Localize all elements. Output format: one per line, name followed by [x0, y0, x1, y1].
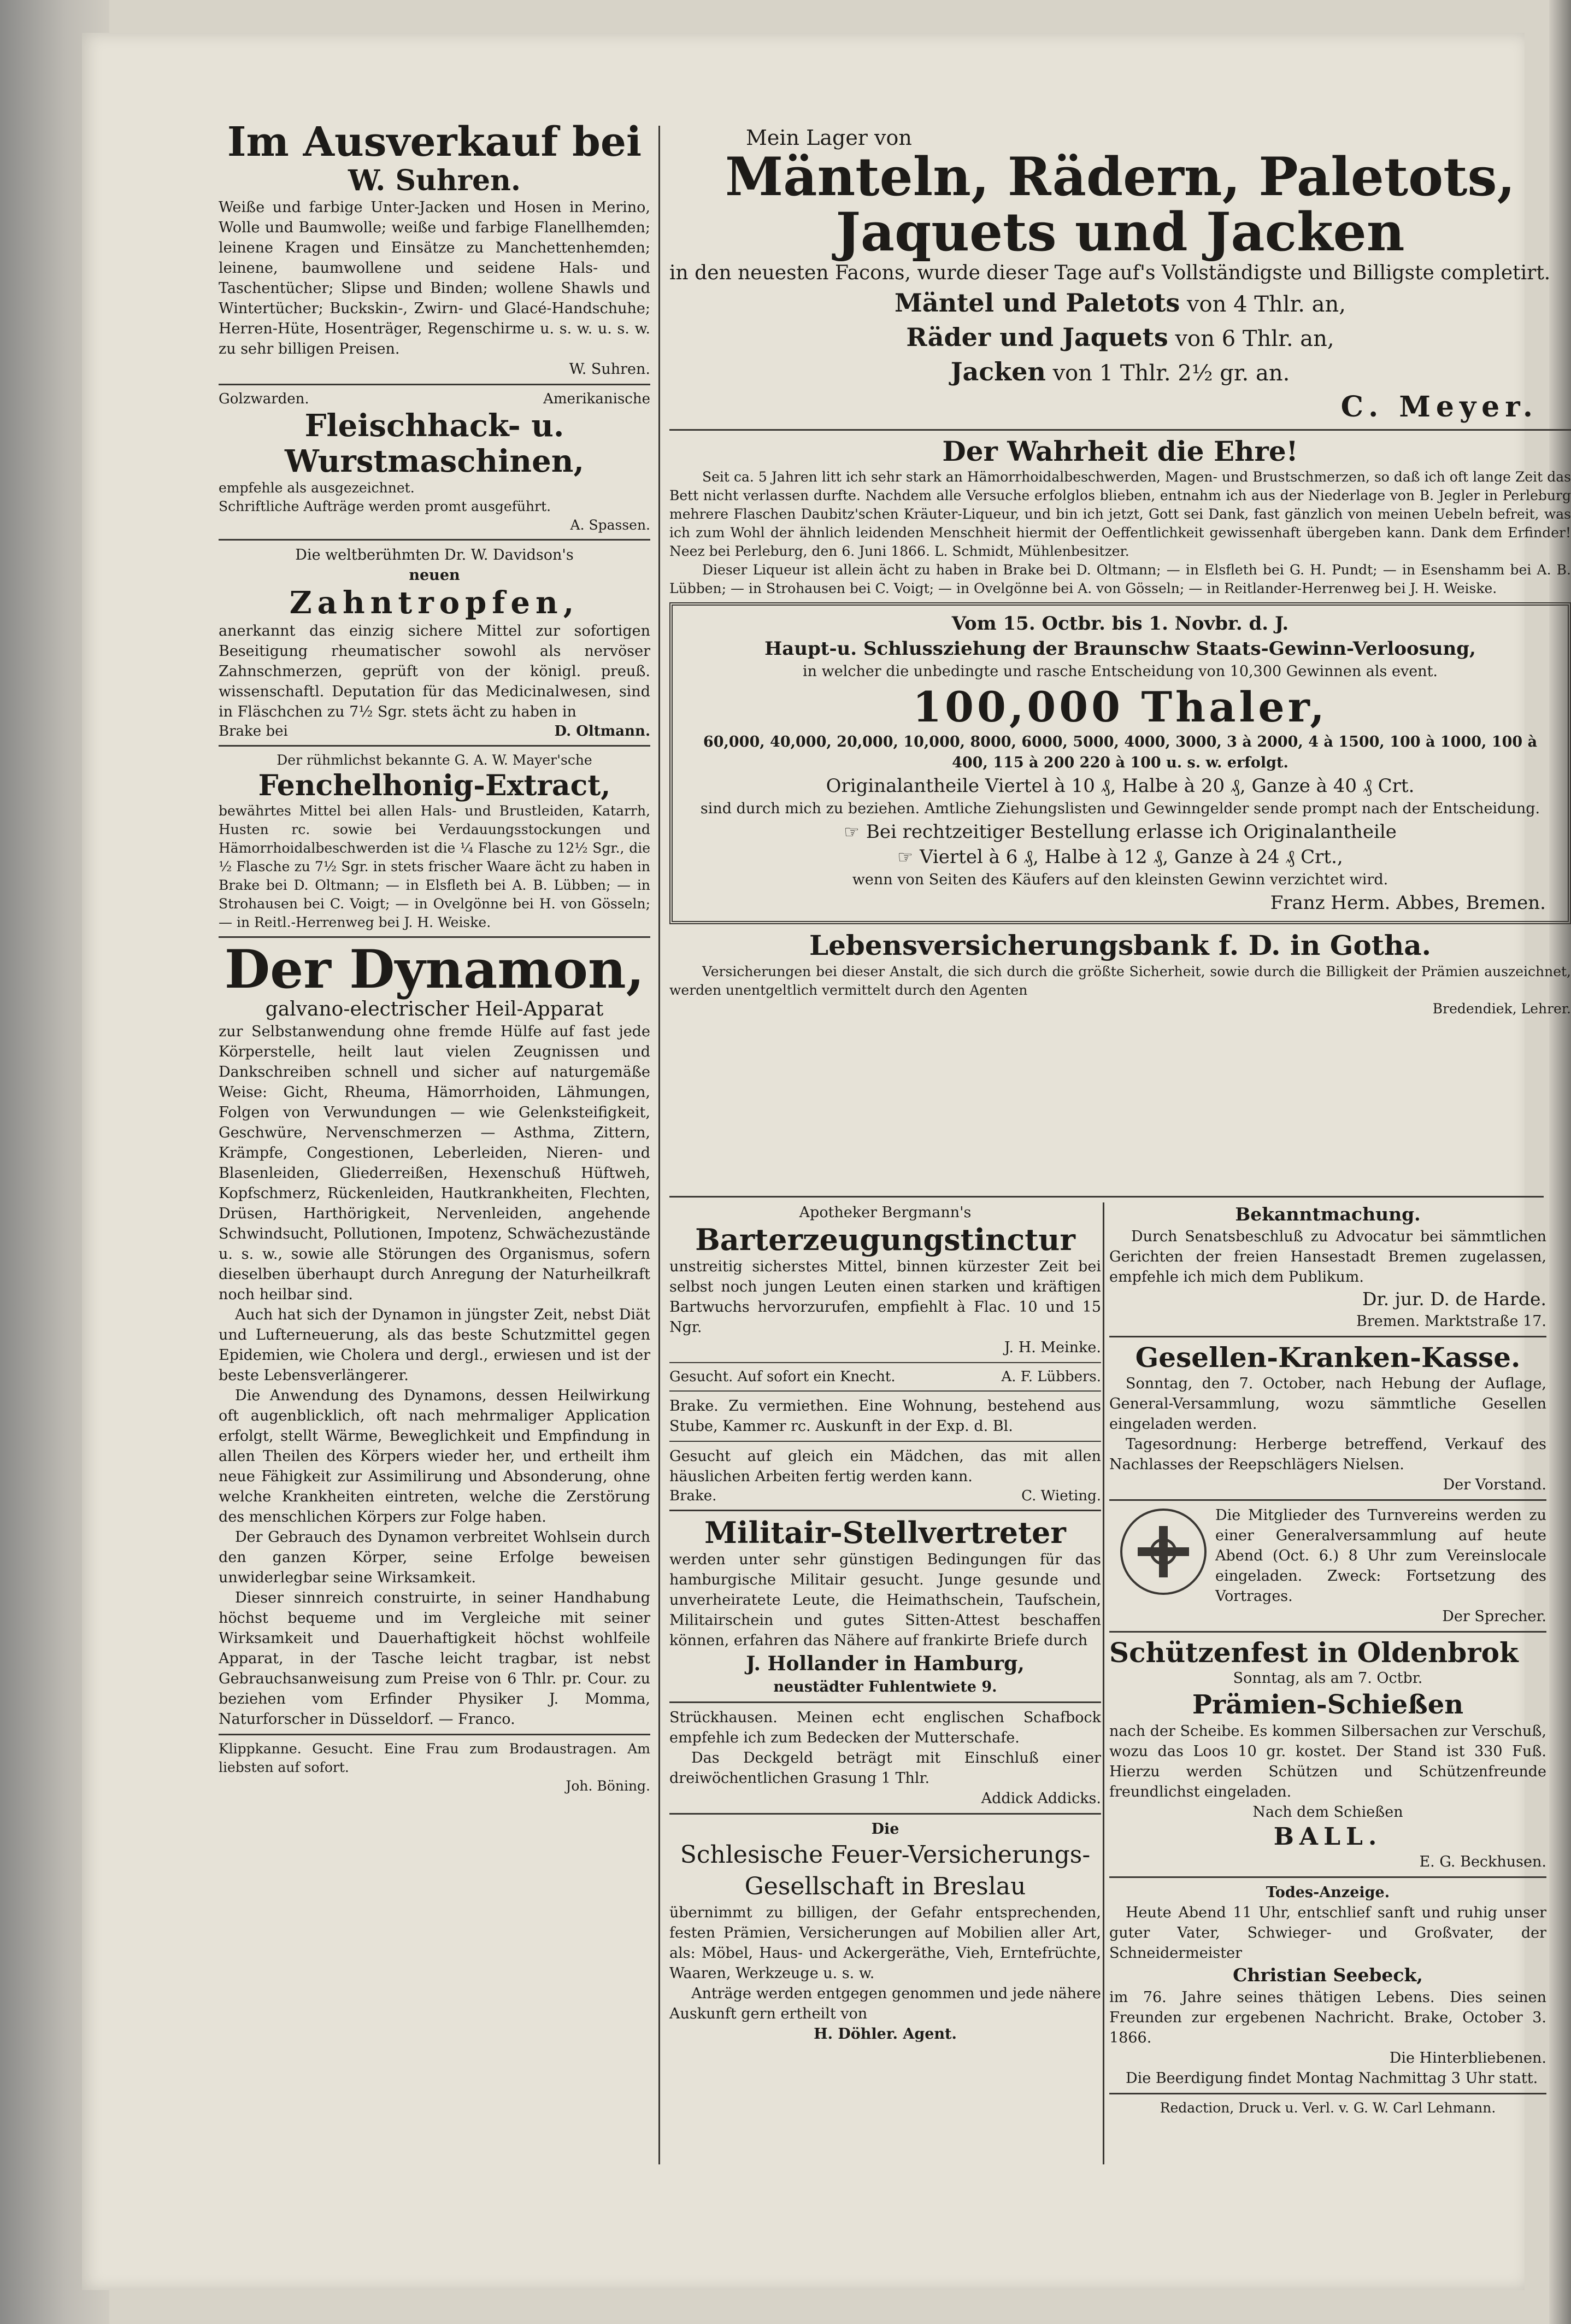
ad-suhren-name: W. Suhren.: [348, 164, 521, 198]
divider: [669, 1510, 1101, 1511]
ad-meyer-price1: von 4 Thlr. an,: [1186, 291, 1346, 317]
ad-bekannt-body: Durch Senatsbeschluß zu Advocatur bei sämmtlichen Gerichten der freien Hansestadt Bremen zugelassen, empfehle ich mich dem Publikum.: [1109, 1228, 1546, 1286]
divider: [669, 1701, 1101, 1703]
ad-dynamon: [219, 938, 650, 1729]
ad-lottery-prizes: 60,000, 40,000, 20,000, 10,000, 8000, 6000, 5000, 4000, 3000, 3 à 2000, 4 à 1500, 100 à 1000, 100 à 400, 115 à 200 220 à 100 u. s. w. erfolgt.: [703, 733, 1538, 771]
right-wide-column: [669, 126, 1571, 1088]
ad-dynamon-headline: Der Dynamon,: [224, 938, 645, 1001]
ad-dynamon-p3: Die Anwendung des Dynamons, dessen Heilwirkung oft augenblicklich, oft nach mehrmaliger Application erfolgt, stellt Wärme, Beweglichkeit und Empfindung in allen Theilen des Körpers wieder her, und ertheilt ihm neue Fähigkeit zur Assimilirung und Absonderung, ohne welche Krankheiten eintreten, welche die Zerstörung des menschlichen Körpers zur Folge haben.: [219, 1387, 650, 1526]
ad-zahn-signature: D. Oltmann.: [554, 723, 650, 740]
pointing-hand-icon: ☞: [844, 821, 860, 842]
imprint: Redaction, Druck u. Verl. v. G. W. Carl Lehmann.: [1160, 2100, 1496, 2116]
ad-zahn-kicker2: neuen: [409, 567, 460, 584]
divider: [219, 936, 650, 938]
ad-gesellen-body: Sonntag, den 7. October, nach Hebung der Auflage, General-Versammlung, wozu sämmtliche Gesellen eingeladen werden.: [1109, 1375, 1546, 1433]
ad-leben-signature: Bredendiek, Lehrer.: [1432, 1000, 1571, 1017]
ad-schafbock-body: Strückhausen. Meinen echt englischen Schafbock empfehle ich zum Bedecken der Mutterschafe.: [669, 1709, 1101, 1747]
ad-meyer-price-line2: [669, 321, 1571, 355]
ad-feuerversicherung: [669, 1819, 1101, 2044]
ad-lottery-title: Haupt-u. Schlussziehung der Braunschw Staats-Gewinn-Verloosung,: [764, 637, 1476, 660]
ad-todes-body2: im 76. Jahre seines thätigen Lebens. Dies seinen Freunden zur ergebenen Nachricht. Brake, October 3. 1866.: [1109, 1989, 1546, 2046]
divider: [669, 1196, 1544, 1198]
ad-zahn-kicker: Die weltberühmten Dr. W. Davidson's: [295, 547, 574, 564]
ad-todes-body: Heute Abend 11 Uhr, entschlief sanft und ruhig unser guter Vater, Schwieger- und Großvater, der Schneidermeister: [1109, 1904, 1546, 1962]
ad-meyer-body: in den neuesten Facons, wurde dieser Tage auf's Vollständigste und Billigste completirt.: [669, 261, 1551, 284]
ad-fenchel-body: bewährtes Mittel bei allen Hals- und Brustleiden, Katarrh, Husten rc. sowie bei Verdauungsstockungen und Hämorrhoidalbeschwerden ist die ¼ Flasche zu 12½ Sgr., die ½ Flasche zu 7½ Sgr. in stets frischer Waare ächt zu haben in Brake bei D. Oltmann; — in Elsfleth bei A. B. Lübben; — in Strohausen bei C. Voigt; — in Ovelgönne bei H. von Gösseln; — in Reitl.-Herrenweg bei J. H. Weiske.: [219, 803, 650, 931]
ad-zahn-footer: [219, 722, 650, 741]
ad-spassen-kicker: [219, 390, 650, 408]
ad-wahrheit: [669, 435, 1571, 598]
ad-maedchen-signature: C. Wieting.: [1021, 1488, 1101, 1505]
ad-spassen: [219, 390, 650, 535]
ad-schafbock-signature: Addick Addicks.: [981, 1790, 1101, 1807]
ad-todes-signature: Die Hinterbliebenen.: [1389, 2050, 1546, 2067]
ad-gesellen-headline: Gesellen-Kranken-Kasse.: [1135, 1341, 1521, 1374]
ad-militair: [669, 1516, 1101, 1697]
divider: [1109, 1876, 1546, 1878]
ad-suhren-headline: Im Ausverkauf bei: [227, 119, 642, 166]
divider: [1109, 2093, 1546, 2094]
ad-meyer-kicker: Mein Lager von: [746, 126, 912, 150]
ad-suhren-signature: W. Suhren.: [569, 361, 650, 378]
column-rule-left: [658, 126, 660, 2164]
ad-lottery-prices: Originalantheile Viertel à 10 ₰, Halbe à 20 ₰, Ganze à 40 ₰ Crt.: [826, 774, 1415, 797]
ad-lottery-hint2: Viertel à 6 ₰, Halbe à 12 ₰, Ganze à 24 ₰ Crt.,: [919, 846, 1343, 868]
ad-bekannt-signature: Dr. jur. D. de Harde.: [1362, 1288, 1546, 1310]
ad-spassen-kicker-right: Amerikanische: [543, 391, 650, 408]
ad-dynamon-subhead: galvano-electrischer Heil-Apparat: [265, 998, 604, 1021]
ad-schuetzen-line: Sonntag, als am 7. Octbr.: [1233, 1670, 1423, 1687]
ad-meyer-price-line1: [669, 286, 1571, 321]
ad-militair-body: werden unter sehr günstigen Bedingungen für das hamburgische Militair gesucht. Junge gesunde und unverheiratete Leute, die Heimathschein, Taufschein, Militairschein und gutes Sitten-Attest beschaffen können, erfahren das Nähere auf frankirte Briefe durch: [669, 1551, 1101, 1650]
ad-lottery-dates: Vom 15. Octbr. bis 1. Novbr. d. J.: [951, 612, 1289, 635]
ad-turn-body: Die Mitglieder des Turnvereins werden zu einer Generalversammlung auf heute Abend (Oct. 6.) 8 Uhr zum Vereinslocale eingeladen. Zweck: Fortsetzung des Vortrages.: [1215, 1506, 1546, 1605]
ad-maedchen-place: Brake.: [669, 1488, 717, 1505]
pointing-hand-icon: ☞: [897, 846, 913, 867]
ad-schuetzen-line2: Nach dem Schießen: [1252, 1804, 1403, 1821]
ad-suhren-body: Weiße und farbige Unter-Jacken und Hosen in Merino, Wolle und Baumwolle; weiße und farbige Flanellhemden; leinene Kragen und Einsätze zu Manchettenhemden; leinene, baumwollene und seidene Hals- und Taschentücher; Slipse und Binden; wollene Shawls und Wintertücher; Buckskin-, Zwirn- und Glacé-Handschuhe; Herren-Hüte, Hosenträger, Regenschirme u. s. w. u. s. w. zu sehr billigen Preisen.: [219, 199, 650, 358]
ad-spassen-body1: empfehle als ausgezeichnet.: [219, 480, 415, 496]
divider: [669, 1390, 1101, 1392]
ad-militair-signature: J. Hollander in Hamburg,: [746, 1652, 1025, 1676]
ad-feuer-body: übernimmt zu billigen, der Gefahr entsprechenden, festen Prämien, Versicherungen auf Mobilien aller Art, als: Möbel, Haus- und Ackergeräthe, Vieh, Erntefrüchte, Waaren, Werkzeuge u. s. w.: [669, 1904, 1101, 1982]
ad-lottery-hint1: Bei rechtzeitiger Bestellung erlasse ich Originalantheile: [866, 820, 1397, 843]
ad-meyer-item2: Räder und Jaquets: [906, 322, 1168, 352]
ad-schafbock-body2: Das Deckgeld beträgt mit Einschluß einer dreiwöchentlichen Grasung 1 Thlr.: [669, 1750, 1101, 1787]
ad-gesellen: [1109, 1342, 1546, 1495]
ad-leben-body: Versicherungen bei dieser Anstalt, die sich durch die größte Sicherheit, sowie durch die Billigkeit der Prämien auszeichnet, werden unentgeltlich vermittelt durch den Agenten: [669, 963, 1571, 998]
ad-schuetzen-signature: E. G. Beckhusen.: [1419, 1853, 1546, 1870]
ad-bekannt-address: Bremen. Marktstraße 17.: [1356, 1313, 1546, 1330]
ad-meyer-price2: von 6 Thlr. an,: [1175, 326, 1334, 351]
divider: [669, 1813, 1101, 1815]
ad-maedchen-footer: [669, 1487, 1101, 1505]
ad-meyer-price3: von 1 Thlr. 2½ gr. an.: [1052, 360, 1290, 386]
divider: [1109, 1336, 1546, 1337]
ad-feuer-kicker: Die: [871, 1821, 899, 1838]
divider: [669, 1362, 1101, 1363]
ad-todes-name: Christian Seebeck,: [1233, 1964, 1423, 1986]
ad-bekanntmachung: [1109, 1202, 1546, 1331]
ad-knecht-signature: A. F. Lübbers.: [1001, 1369, 1101, 1386]
ad-feuer-signature: H. Döhler. Agent.: [814, 2026, 957, 2043]
ad-barterzeugung: [669, 1202, 1101, 1358]
ad-meyer: [669, 126, 1571, 425]
divider: [1109, 1499, 1546, 1501]
ad-todes-body3: Die Beerdigung findet Montag Nachmittag 3 Uhr statt.: [1126, 2070, 1538, 2087]
ad-bart-headline: Barterzeugungstinctur: [695, 1222, 1075, 1257]
ad-boening-signature: Joh. Böning.: [566, 1778, 650, 1794]
ad-feuer-headline: Schlesische Feuer-Versicherungs-Gesellschaft in Breslau: [680, 1841, 1091, 1901]
ad-spassen-place: Golzwarden.: [219, 391, 309, 408]
ad-leben-headline: Lebensversicherungsbank f. D. in Gotha.: [809, 929, 1432, 961]
ad-wahrheit-headline: Der Wahrheit die Ehre!: [942, 435, 1298, 467]
ad-fenchel-kicker: Der rühmlichst bekannte G. A. W. Mayer'sche: [276, 752, 592, 768]
ad-suhren: [219, 120, 650, 379]
ad-zahntropfen: [219, 545, 650, 740]
divider: [219, 745, 650, 747]
ad-meyer-price-line3: [669, 355, 1571, 390]
ad-bart-body: unstreitig sicherstes Mittel, binnen kürzester Zeit bei selbst noch jungen Leuten einen starken und kräftigen Bartwuchs hervorzurufen, empfiehlt à Flac. 10 und 15 Ngr.: [669, 1258, 1101, 1336]
ad-meyer-headline1: Mänteln, Rädern, Paletots,: [725, 146, 1515, 208]
ad-lottery-hint2-row: [695, 844, 1546, 870]
ad-zahn-body: anerkannt das einzig sichere Mittel zur sofortigen Beseitigung rheumatischer sowohl als nervöser Zahnschmerzen, geprüft von der königl. preuß. wissenschaftl. Deputation für das Medicinalwesen, sind in Fläschchen zu 7½ Sgr. stets ächt zu haben in: [219, 622, 650, 720]
ad-dynamon-p2: Auch hat sich der Dynamon in jüngster Zeit, nebst Diät und Lufterneuerung, als das beste Schutzmittel gegen Epidemien, wie Cholera und dergl., erwiesen und ist der beste Lebensverlängerer.: [219, 1306, 650, 1384]
ad-lottery-hint3: wenn von Seiten des Käufers auf den kleinsten Gewinn verzichtet wird.: [852, 871, 1388, 888]
ad-dynamon-p1: zur Selbstanwendung ohne fremde Hülfe auf fast jede Körperstelle, heilt laut vielen Zeugnissen und Dankschreiben schnell und sicher auf naturgemäße Weise: Gicht, Rheuma, Hämorrhoiden, Lähmungen, Folgen von Verwundungen — wie Gelenksteifigkeit, Geschwüre, Nervenschmerzen — Asthma, Zittern, Krämpfe, Congestionen, Leberleiden, Nieren- und Blasenleiden, Gliederreißen, Hexenschuß Hüftweh, Kopfschmerz, Rückenleiden, Hautkrankheiten, Flechten, Drüsen, Harthörigkeit, Nervenleiden, angehende Schwindsucht, Pollutionen, Impotenz, Schwächezustände u. s. w., sowie alle Störungen des Organismus, sofern dieselben überhaupt durch Anregung der Naturheilkraft noch heilbar sind.: [219, 1023, 650, 1304]
ad-dynamon-p5: Dieser sinnreich construirte, in seiner Handhabung höchst bequeme und im Vergleiche mit seiner Wirksamkeit und Dauerhaftigkeit höchst wohlfeile Apparat, in der Tasche leicht tragbar, ist nebst Gebrauchsanweisung zum Preise von 6 Thlr. pr. Cour. zu beziehen vom Erfinder Physiker J. Momma, Naturforscher in Düsseldorf. — Franco.: [219, 1589, 650, 1728]
ad-spassen-headline: Fleischhack- u. Wurstmaschinen,: [285, 408, 584, 479]
ad-boening-body: Klippkanne. Gesucht. Eine Frau zum Brodaustragen. Am liebsten auf sofort.: [219, 1741, 650, 1776]
ad-gesellen-body2: Tagesordnung: Herberge betreffend, Verkauf des Nachlasses der Reepschlägers Nielsen.: [1109, 1435, 1546, 1473]
turner-cross-icon: [1133, 1522, 1193, 1582]
ad-knecht: [669, 1368, 1101, 1386]
ad-zahn-place: Brake bei: [219, 723, 288, 740]
ad-schafbock: [669, 1707, 1101, 1809]
ad-fenchelhonig: [219, 751, 650, 932]
ad-wohnung: Brake. Zu vermiethen. Eine Wohnung, bestehend aus Stube, Kammer rc. Auskunft in der Exp. d. Bl.: [669, 1398, 1101, 1435]
ad-spassen-signature: A. Spassen.: [570, 517, 650, 533]
ad-bekannt-headline: Bekanntmachung.: [1235, 1204, 1421, 1225]
right-column: [1109, 1202, 1546, 2164]
ad-lottery-line1: in welcher die unbedingte und rasche Entscheidung von 10,300 Gewinnen als event.: [802, 662, 1438, 680]
divider: [669, 429, 1571, 431]
ad-gesellen-signature: Der Vorstand.: [1443, 1476, 1546, 1493]
divider: [219, 539, 650, 541]
column-rule-right: [1103, 1202, 1104, 2164]
ad-dynamon-p4: Der Gebrauch des Dynamon verbreitet Wohlsein durch den ganzen Körper, seine Erfolge beweisen unwiderlegbar seine Wirksamkeit.: [219, 1529, 650, 1587]
ad-lottery-hint1-row: [695, 819, 1546, 844]
ad-fenchel-headline: Fenchelhonig-Extract,: [258, 768, 611, 802]
divider: [669, 1441, 1101, 1442]
ad-maedchen-body: Gesucht auf gleich ein Mädchen, das mit allen häuslichen Arbeiten fertig werden kann.: [669, 1448, 1101, 1486]
ad-spassen-body2: Schriftliche Aufträge werden promt ausgeführt.: [219, 498, 551, 515]
ad-wahrheit-body2: Dieser Liqueur ist allein ächt zu haben in Brake bei D. Oltmann; — in Elsfleth bei G. H. Pundt; — in Esenshamm bei A. B. Lübben; — in Strohausen bei C. Voigt; — in Ovelgönne bei A. von Gösseln; — in Reitlander-Herrenweg bei J. H. Weiske.: [669, 561, 1571, 596]
ad-schuetzen-ball: BALL.: [1273, 1823, 1382, 1851]
divider: [219, 384, 650, 385]
ad-schuetzen-headline2: Prämien-Schießen: [1192, 1689, 1464, 1720]
ad-wahrheit-body: Seit ca. 5 Jahren litt ich sehr stark an Hämorrhoidalbeschwerden, Magen- und Brustschmerzen, so daß ich oft lange Zeit das Bett nicht verlassen durfte. Nachdem alle Versuche erfolglos blieben, entnahm ich aus der Niederlage von B. Jegler in Perleburg mehrere Flaschen Daubitz'schen Kräuter-Liqueur, und bin ich jetzt, Gott sei Dank, fast gänzlich von meinen Uebeln befreit, was ich zum Wohl der ähnlich leidenden Menschheit hiermit der Oeffentlichkeit gewissenhaft übergeben kann. Dank dem Erfinder! Neez bei Perleburg, den 6. Juni 1866. L. Schmidt, Mühlenbesitzer.: [669, 468, 1571, 559]
ad-bart-signature: J. H. Meinke.: [1004, 1339, 1101, 1357]
turner-cross-emblem: [1120, 1509, 1207, 1595]
ad-schuetzen-body: nach der Scheibe. Es kommen Silbersachen zur Verschuß, wozu das Loos 10 gr. kostet. Der Stand ist 330 Fuß. Hierzu werden Schützen und Schützenfreunde freundlichst eingeladen.: [1109, 1723, 1546, 1800]
ad-todes-headline: Todes-Anzeige.: [1266, 1884, 1390, 1901]
ad-meyer-item1: Mäntel und Paletots: [895, 287, 1180, 318]
left-column: [219, 120, 650, 2164]
ad-meyer-headline2: Jaquets und Jacken: [835, 201, 1405, 263]
ad-lottery: [669, 602, 1571, 924]
ad-boening: [219, 1740, 650, 1795]
ad-lottery-body: sind durch mich zu beziehen. Amtliche Ziehungslisten und Gewinngelder sende prompt nach der Entscheidung.: [700, 800, 1540, 817]
divider: [219, 1734, 650, 1735]
middle-column: [669, 1202, 1101, 2164]
ad-knecht-body: Gesucht. Auf sofort ein Knecht.: [669, 1369, 896, 1386]
ad-bart-kicker: Apotheker Bergmann's: [799, 1204, 972, 1221]
ad-meyer-item3: Jacken: [950, 356, 1046, 386]
ad-meyer-signature: C. Meyer.: [1340, 390, 1538, 424]
ad-feuer-body2: Anträge werden entgegen genommen und jede nähere Auskunft gern ertheilt von: [669, 1985, 1101, 2023]
ad-schuetzenfest: [1109, 1637, 1546, 1873]
ad-todesanzeige: [1109, 1882, 1546, 2088]
ad-maedchen: [669, 1446, 1101, 1505]
ad-schuetzen-headline: Schützenfest in Oldenbrok: [1109, 1636, 1519, 1669]
divider: [1109, 1631, 1546, 1633]
ad-zahn-headline: Zahntropfen,: [289, 585, 580, 621]
ad-lottery-signature: Franz Herm. Abbes, Bremen.: [1270, 891, 1546, 914]
ad-lottery-big: 100,000 Thaler,: [913, 682, 1328, 731]
ad-lebensversicherung: [669, 929, 1571, 1018]
ad-militair-headline: Militair-Stellvertreter: [704, 1515, 1066, 1551]
ad-turnverein: [1109, 1505, 1546, 1627]
ad-turn-signature: Der Sprecher.: [1442, 1607, 1546, 1625]
ad-militair-address: neustädter Fuhlentwiete 9.: [773, 1679, 997, 1696]
